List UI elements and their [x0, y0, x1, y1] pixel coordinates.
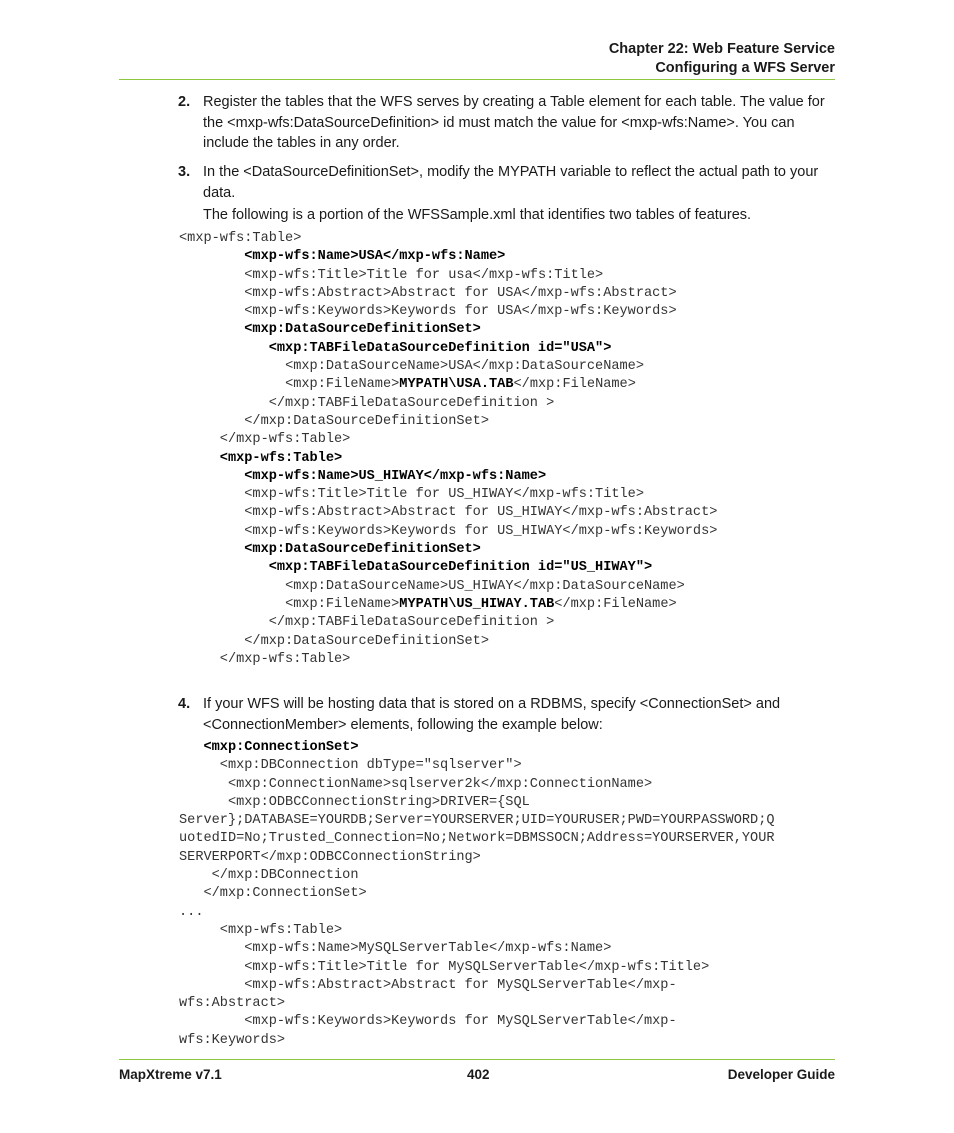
- code-line: <mxp-wfs:Abstract>Abstract for USA</mxp-wfs:Abstract>: [244, 285, 677, 301]
- step-text: In the <DataSourceDefinitionSet>, modify the MYPATH variable to reflect the actual path to your data.: [203, 164, 819, 201]
- code-line: <mxp-wfs:Keywords>Keywords for MySQLServerTable</mxp-: [244, 1014, 677, 1030]
- code-block-table-definitions: [179, 230, 717, 669]
- footer-rule: [119, 1059, 835, 1060]
- code-line: <mxp:DataSourceDefinitionSet>: [244, 322, 481, 338]
- code-line: <mxp-wfs:Title>Title for usa</mxp-wfs:Title>: [244, 267, 604, 283]
- section-title: Configuring a WFS Server: [655, 60, 835, 76]
- chapter-title: Chapter 22: Web Feature Service: [608, 41, 835, 57]
- step-text: If your WFS will be hosting data that is stored on a RDBMS, specify <ConnectionSet> and <ConnectionMember> elements, following the example below:: [203, 696, 781, 733]
- footer-product: MapXtreme v7.1: [119, 1067, 222, 1082]
- code-line: <mxp-wfs:Table>: [219, 450, 343, 466]
- code-line: </mxp-wfs:Table>: [219, 432, 351, 448]
- code-line: ...: [179, 904, 204, 920]
- code-line: <mxp-wfs:Title>Title for MySQLServerTable</mxp-wfs:Title>: [244, 959, 710, 975]
- step-number: 2.: [178, 94, 191, 110]
- footer-guide-title: Developer Guide: [727, 1067, 835, 1082]
- code-line: </mxp-wfs:Table>: [219, 651, 351, 667]
- step-3: [178, 162, 838, 203]
- code-line: <mxp-wfs:Name>USA</mxp-wfs:Name>: [244, 249, 506, 265]
- code-line: wfs:Abstract>: [179, 996, 286, 1012]
- intro-text: The following is a portion of the WFSSample.xml that identifies two tables of features.: [203, 207, 752, 223]
- step-4: [178, 694, 838, 735]
- code-line: <mxp:ConnectionName>sqlserver2k</mxp:ConnectionName>: [227, 776, 653, 792]
- code-line: </mxp:DataSourceDefinitionSet>: [244, 633, 489, 649]
- code-line: uotedID=No;Trusted_Connection=No;Network=DBMSSOCN;Address=YOURSERVER,YOUR: [179, 831, 775, 847]
- code-line: <mxp:TABFileDataSourceDefinition id="USA">: [268, 340, 612, 356]
- code-line: </mxp:TABFileDataSourceDefinition >: [268, 615, 555, 631]
- code-line: <mxp-wfs:Keywords>Keywords for US_HIWAY</mxp-wfs:Keywords>: [244, 523, 718, 539]
- code-line: <mxp-wfs:Table>: [179, 231, 302, 246]
- code-line: <mxp:DBConnection dbType="sqlserver">: [219, 758, 522, 774]
- code-line: <mxp:FileName>MYPATH\US_HIWAY.TAB</mxp:FileName>: [285, 596, 677, 612]
- code-line: Server};DATABASE=YOURDB;Server=YOURSERVER;UID=YOURUSER;PWD=YOURPASSWORD;Q: [179, 813, 775, 829]
- code-line: <mxp-wfs:Keywords>Keywords for USA</mxp-wfs:Keywords>: [244, 304, 677, 320]
- step-text: Register the tables that the WFS serves by creating a Table element for each table. The value for the <mxp-wfs:DataSourceDefinition> id must match the value for <mxp-wfs:Name>. You can include the tables in any order.: [203, 94, 825, 151]
- header-rule: [119, 79, 835, 80]
- code-line: <mxp-wfs:Title>Title for US_HIWAY</mxp-wfs:Title>: [244, 487, 644, 503]
- code-line: <mxp-wfs:Name>US_HIWAY</mxp-wfs:Name>: [244, 468, 547, 484]
- code-line: <mxp:TABFileDataSourceDefinition id="US_HIWAY">: [268, 560, 653, 576]
- code-line: <mxp:ODBCConnectionString>DRIVER={SQL: [227, 794, 530, 810]
- code-line: <mxp:DataSourceDefinitionSet>: [244, 542, 481, 558]
- code-line: <mxp:DataSourceName>US_HIWAY</mxp:DataSourceName>: [285, 578, 685, 594]
- step-number: 4.: [178, 696, 191, 712]
- code-line: SERVERPORT</mxp:ODBCConnectionString>: [179, 849, 481, 865]
- code-block-connection-set: [179, 739, 775, 1050]
- code-line: <mxp:ConnectionSet>: [203, 740, 359, 755]
- page-number: 402: [467, 1067, 490, 1082]
- code-line: <mxp:DataSourceName>USA</mxp:DataSourceName>: [285, 359, 644, 375]
- code-line: </mxp:ConnectionSet>: [203, 886, 367, 902]
- code-line: </mxp:DataSourceDefinitionSet>: [244, 413, 489, 429]
- code-line: wfs:Keywords>: [179, 1032, 286, 1048]
- step-2: [178, 92, 838, 154]
- page-header: [609, 40, 835, 78]
- code-line: <mxp-wfs:Table>: [219, 922, 343, 938]
- step-number: 3.: [178, 164, 191, 180]
- code-line: <mxp-wfs:Abstract>Abstract for US_HIWAY</mxp-wfs:Abstract>: [244, 505, 718, 521]
- code-line: </mxp:DBConnection: [211, 868, 359, 884]
- code-line: <mxp-wfs:Name>MySQLServerTable</mxp-wfs:Name>: [244, 941, 612, 957]
- code-line: <mxp:FileName>MYPATH\USA.TAB</mxp:FileName>: [285, 377, 636, 393]
- code-line: <mxp-wfs:Abstract>Abstract for MySQLServerTable</mxp-: [244, 977, 677, 993]
- code-line: </mxp:TABFileDataSourceDefinition >: [268, 395, 555, 411]
